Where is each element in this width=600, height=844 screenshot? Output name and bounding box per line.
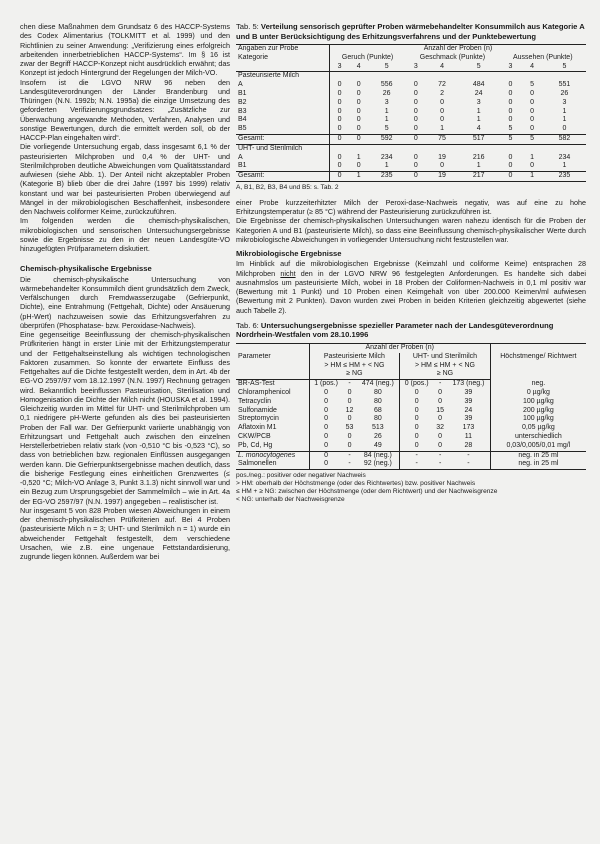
table-row — [236, 125, 586, 134]
table-cell-value: 0 — [438, 432, 443, 440]
table-cell-value: 0 — [329, 99, 349, 108]
table-row — [236, 172, 586, 182]
table-cell-value: 234 — [558, 153, 571, 161]
table-cell-value: 474 (neg.) — [361, 380, 394, 388]
table-cell-value: - — [438, 451, 442, 459]
table-cell-value: 0 — [440, 116, 444, 124]
table-cell-value: 0 — [413, 125, 418, 133]
table-cell-category: B1 — [238, 89, 247, 97]
points: 4 — [521, 63, 543, 72]
table-cell-value: 0 — [356, 162, 361, 170]
table-cell-value: 0 — [309, 424, 342, 433]
table-cell-value: 1 — [521, 172, 543, 182]
table-cell-value: 0 — [530, 98, 534, 106]
table-cell-value: 72 — [438, 81, 446, 89]
right-column — [236, 22, 586, 504]
table-cell-value: 0 — [329, 172, 349, 182]
table-row — [236, 433, 586, 442]
table-cell-value: - — [400, 460, 433, 469]
table-cell-value: 11 — [464, 432, 473, 440]
table-cell-value: 0 — [356, 125, 361, 133]
table-cell-value: 234 — [380, 153, 393, 161]
points: 5 — [368, 63, 405, 72]
table-row — [236, 460, 586, 469]
table-cell-value: 80 — [373, 415, 382, 423]
table-row — [236, 154, 586, 163]
table-cell-parameter: Streptomycin — [238, 415, 279, 423]
table-cell-value: 0 — [413, 116, 418, 124]
table-cell-value: 0 — [343, 442, 357, 451]
table-cell-value: 5 — [521, 134, 543, 144]
table-row — [236, 398, 586, 407]
table-cell-value: 217 — [458, 172, 500, 182]
table-cell-value: 0 — [438, 397, 443, 405]
table-cell-value: 0 — [508, 116, 513, 124]
left-column — [20, 22, 230, 561]
table-cell-value: 1 — [440, 125, 444, 133]
table-cell-value: 0 — [400, 398, 433, 407]
table-row — [236, 389, 586, 398]
table-cell-value: 0 — [309, 460, 342, 469]
table-cell-value: 556 — [380, 81, 393, 89]
table-cell-value: 15 — [436, 406, 445, 414]
table-cell-value: 0 — [329, 162, 349, 171]
table-cell-value: 26 — [382, 89, 391, 97]
table-cell-value: - — [348, 380, 351, 388]
table-cell-value: 0 — [309, 389, 342, 398]
table-cell-parameter: Aflatoxin M1 — [238, 424, 277, 432]
table-section-label: UHT- und Sterilmilch — [236, 144, 329, 153]
table-cell-value: 0 — [329, 125, 349, 134]
table-cell-value: 582 — [543, 134, 586, 144]
table5-head-probe: Angaben zur Probe — [236, 45, 329, 54]
table-cell-value: 3 — [384, 98, 389, 106]
table-cell-value: 1 — [356, 153, 361, 161]
table-cell-value: 0 — [562, 125, 567, 133]
table-cell-value: 1 — [530, 153, 534, 161]
table-row — [236, 81, 586, 90]
table-cell-value: 0 — [530, 116, 534, 124]
table-cell-value: 0 — [356, 107, 361, 115]
table-cell-value: - — [467, 451, 470, 459]
table-cell-value: 0 — [440, 98, 444, 106]
paragraph: einer Probe kurzzeiterhitzter Milch der Peroxi-dase-Nachweis negativ, was auf eine zu hohe Erhitzungstemperatur (≥ 85 °C) während der Pasteurisierung zurückzuführen ist. — [236, 197, 586, 217]
table-cell-parameter: Sulfonamide — [238, 406, 277, 414]
table-section-row — [236, 72, 586, 81]
points: 3 — [500, 63, 522, 72]
table-cell-value: 592 — [368, 134, 405, 144]
table-cell-category: B3 — [238, 107, 247, 115]
table-cell-value: 49 — [357, 442, 400, 451]
table-row — [236, 134, 586, 144]
table-cell-max: 0,03/0,005/0,01 mg/l — [490, 442, 586, 451]
table-row — [236, 415, 586, 424]
table-cell-value: 216 — [472, 153, 485, 161]
table5-group-geruch: Geruch (Punkte) — [329, 54, 405, 63]
table-cell-value: 0 — [309, 415, 342, 424]
table6-sub-uht: > HM ≤ HM + < NG — [400, 362, 491, 371]
table-cell-value: 0 — [440, 107, 444, 115]
table-cell-value: 0 — [405, 172, 426, 182]
table-cell-value: 0 — [400, 389, 433, 398]
table-cell-value: 0 — [413, 162, 418, 170]
table5-title: Tab. 5: Verteilung sensorisch geprüfter Proben wärmebehandelter Konsummilch aus Kategorie A und B unter Berücksichtigung des Erhitzungsverfahrens und der Punktebewertung — [236, 22, 585, 41]
table-cell-max: unterschiedlich — [490, 433, 586, 442]
table5 — [236, 44, 586, 182]
paragraph: Insofern ist die LGVO NRW 96 neben den Landesgüteverordnungen der Länder Brandenburg und Thüringen (N.N. 1992b; N.N. 1995a) die einzige Umsetzung des geforderten Verifizierungsgrundsatzes: „Zusätzliche zur Überwachung angewandte Methoden, Verfahren, Analysen und sonstige Bewertungen, durch die ermittelt werden soll, ob der HACCP-Plan eingehalten wird“. — [20, 77, 230, 142]
table-cell-value: 0 — [508, 162, 513, 170]
table-cell-value: 1 — [562, 162, 567, 170]
table-cell-max: 0,05 µg/kg — [490, 424, 586, 433]
table-cell-value: 1 — [476, 162, 481, 170]
table-cell-value: 4 — [476, 125, 481, 133]
table-cell-value: 92 (neg.) — [357, 460, 400, 469]
table-section-fill — [329, 144, 586, 153]
table-cell-value: 0 — [329, 134, 349, 144]
table-cell-value: 0 — [530, 125, 534, 133]
table-cell-parameter: L. monocytogenes — [238, 451, 296, 459]
section-heading-micro: Mikrobiologische Ergebnisse — [236, 249, 342, 259]
table-cell-value: 0 — [309, 407, 342, 416]
table-cell-value: 0 — [309, 398, 342, 407]
table-cell-value: 0 — [309, 442, 342, 451]
table-row — [236, 116, 586, 125]
table-cell-value: 0 — [329, 116, 349, 125]
table-cell-value: 513 — [372, 424, 384, 432]
table6-head-max: Höchstmenge/ Richtwert — [490, 353, 586, 380]
table5-footnote: A, B1, B2, B3, B4 und B5: s. Tab. 2 — [236, 183, 339, 191]
table-cell-value: 0 — [356, 116, 361, 124]
table-cell-value: 0 — [400, 424, 433, 433]
table-cell-value: 0 — [309, 433, 342, 442]
points: 4 — [426, 63, 457, 72]
table-cell-value: 3 — [476, 98, 481, 106]
table-cell-value: - — [447, 460, 490, 469]
table6-head-param: Parameter — [238, 352, 271, 360]
table-cell-value: 1 — [562, 107, 567, 115]
table5-head-count: Anzahl der Proben (n) — [329, 45, 586, 54]
table6-head-past: Pasteurisierte Milch — [309, 353, 400, 362]
table-cell-category: B2 — [238, 98, 247, 106]
points: 3 — [329, 63, 349, 72]
paragraph: chen diese Maßnahmen dem Grundsatz 6 des HACCP-Systems des Codex Alimentarius (TOLKMITT et al. 1999) und den Richtlinien zu seiner Anwendung: „Verifizierung eines erfolgreich arbeitenden innerbetrieblichen HACCP-Systems“. Im § 16 ist zwar der Begriff HACCP-Konzept nicht ausdrücklich erwähnt; das Konzept ist jedoch Hintergrund der Regelungen der Milch-VO. — [20, 22, 230, 78]
table-cell-value: 0 — [329, 90, 349, 99]
table-cell-value: 0 — [508, 107, 513, 115]
table-cell-value: 24 — [474, 89, 483, 97]
table-cell-value: 0 — [433, 442, 447, 451]
table-cell-value: 0 — [309, 451, 342, 460]
table-cell-value: 0 — [400, 415, 433, 424]
table-cell-value: 5 — [500, 134, 522, 144]
table-cell-value: 0 — [400, 433, 433, 442]
table-cell-value: 24 — [464, 406, 473, 414]
table6-footnotes — [236, 472, 586, 504]
table-cell-value: 517 — [458, 134, 500, 144]
table-cell-value: 0 — [356, 89, 361, 97]
table-cell-value: 235 — [543, 172, 586, 182]
table-cell-category: A — [238, 81, 243, 89]
table-cell-value: 173 (neg.) — [452, 380, 485, 388]
table-row — [236, 380, 586, 389]
paragraph: Die Ergebnisse der chemisch-physikalischen Untersuchungen waren nahezu identisch für die Proben der Kategorien A und B1 (pasteurisierte Milch), so dass eine Beeinflussung chemisch-physikalischer Werte durch mikrobiologische Abweichungen in vorliegender Untersuchung nicht festzustellen war. — [236, 216, 586, 244]
table-cell-max: neg. in 25 ml — [490, 460, 586, 469]
table-row — [236, 451, 586, 460]
table-cell-value: 1 — [384, 107, 389, 115]
paragraph: Im Hinblick auf die mikrobiologischen Ergebnisse (Keimzahl und coliforme Keime) entsprachen 28 Milchproben nicht den in der LGVO NRW 96 festgelegten Anforderungen. Es handelte sich dabei ausnahmslos um pasteurisierte Milch, wobei in 18 Proben der Coliformen-Nachweis in 0,1 ml positiv war (Bewertung mit 1 Punkt) und 10 Proben einen Keimgehalt von über 200.000 Keimen/ml aufwiesen (Bewertung mit 2 Punkten). Davon wurden zwei Proben in beiden Kriterien gleichzeitig abgewertet (siehe auch Tabelle 2). — [236, 259, 586, 315]
table-row — [236, 108, 586, 117]
table-section-row — [236, 144, 586, 153]
table-cell-value: 19 — [438, 153, 446, 161]
table6-sub-past: > HM ≤ HM + < NG — [309, 362, 400, 371]
paragraph: Die chemisch-physikalische Untersuchung von wärmebehandelter Konsummilch dient grundsätzlich dem Zweck, Verfälschungen durch Fremdwasserzugabe (Gefrierpunkt, Dichte), eine Entrahmung (Fettgehalt, Dichte) oder Ansäuerung (pH-Wert) nachzuweisen sowie das Erhitzungsverfahren zu überprüfen (Phosphatase- bzw. Peroxidase-Nachweis). — [20, 274, 230, 330]
table-cell-value: 26 — [560, 89, 569, 97]
table-cell-value: 484 — [472, 81, 485, 89]
table-row — [236, 424, 586, 433]
paragraph: Eine gegenseitige Beeinflussung der chemisch-physikalischen Prüfkriterien hängt in erster Linie mit der Erhitzungstemperatur und der Fettgehaltseinstellung als wichtigen technologischen Faktoren zusammen. So konnte der erwartete Einfluss des Fettgehaltes auf die Dichte festgestellt werden, dem in Art. 4b der EG-VO 2597/97 vom 18.12.1997 (N.N. 1997) Rechnung getragen wird. Bekanntlich beeinflussen Pasteurisation, Sterilisation und Homogenisation die Dichte der Milch nicht (HOUSKA et al. 1994). Gleichzeitig wurden im Mittel für UHT- und Sterilmilchproben um 0,1 niedrigere pH-Werte gefunden als dies bei pasteurisierten Proben der Fall war. Der Gefrierpunkt variierte unabhängig von Erhitzungsart und Fettgehalt auch zwischen den einzelnen Herstellerbetrieben relativ stark (von -0,510 °C bis -0,523 °C), so dass von betrieblichen bzw. regionalen Einflüssen ausgegangen werden kann. Die Gefrierpunktsergebnisse machen deutlich, dass die bisherige Festlegung eines einheitlichen Grenzwertes (≤ -0,520 °C; Milch-VO Anlage 3, Punkt 3.1.3) nicht sinnvoll war und ein Bezug zum Ursprungsgebiet der Sammelmilch – wie in Art. 4a der EG-VO 2597/97 (N.N. 1997) angegeben – realistischer ist. — [20, 330, 230, 506]
table-cell-value: 0 — [356, 81, 361, 89]
table-cell-value: 0 — [500, 172, 522, 182]
table-cell-parameter: BR-AS-Test — [238, 380, 275, 388]
table-cell-value: 5 — [508, 125, 513, 133]
table5-group-aussehen: Aussehen (Punkte) — [513, 53, 573, 61]
paragraph: Im folgenden werden die chemisch-physikalischen, mikrobiologischen und sensorischen Untersuchungsergebnisse sowie die Ergebnisse zu den in der neuen Landesgüte-VO hinzugefügten Prüfparametern diskutiert. — [20, 216, 230, 253]
table-cell-category: Gesamt: — [236, 172, 329, 182]
table-cell-value: 75 — [426, 134, 457, 144]
table-cell-value: 39 — [464, 415, 473, 423]
table-cell-value: 0 — [508, 81, 513, 89]
table-cell-value: - — [438, 380, 442, 388]
footnote-line: ≤ HM + ≥ NG: zwischen der Höchstmenge (oder dem Richtwert) und der Nachweisgrenze — [236, 488, 498, 496]
table-cell-value: 0 — [440, 162, 444, 170]
points: 5 — [543, 63, 586, 72]
table-section-label: Pasteurisierte Milch — [236, 72, 329, 81]
table-cell-value: 39 — [464, 388, 473, 396]
table-cell-value: 19 — [426, 172, 457, 182]
table-cell-value: 12 — [345, 406, 354, 414]
table-cell-value: - — [348, 451, 351, 459]
table-cell-value: 0 — [329, 108, 349, 117]
table-cell-parameter: Salmonellen — [236, 460, 309, 469]
table-row — [236, 99, 586, 108]
table-cell-value: 80 — [373, 397, 382, 405]
points: 3 — [405, 63, 426, 72]
table-cell-parameter: Pb, Cd, Hg — [236, 442, 309, 451]
table-cell-value: 39 — [464, 397, 473, 405]
table-cell-value: 3 — [562, 98, 567, 106]
table-cell-value: - — [433, 460, 447, 469]
table-cell-value: 0 — [400, 407, 433, 416]
table-cell-parameter: CKW/PCB — [238, 432, 271, 440]
section-heading-chem: Chemisch-physikalische Ergebnisse — [20, 264, 152, 274]
table-cell-value: 0 — [438, 388, 443, 396]
table-cell-category: A — [238, 153, 243, 161]
table-cell-value: 0 — [413, 81, 418, 89]
table-cell-value: 0 — [438, 415, 443, 423]
table-cell-value: 0 — [329, 81, 349, 90]
table-cell-value: 0 — [347, 397, 352, 405]
table-cell-parameter: Tetracyclin — [238, 397, 272, 405]
table6-title: Tab. 6: Untersuchungsergebnisse spezieller Parameter nach der Landesgüteverordnung Nordrhein-Westfalen vom 28.10.1996 — [236, 320, 554, 340]
paragraph: Nur insgesamt 5 von 828 Proben wiesen Abweichungen in einem der chemisch-physikalischen Prüfkriterien auf. Bei 4 Proben (pasteurisierte Milch n = 3; UHT- und Sterilmilch n = 1) wurde ein abweichender Fettgehalt festgestellt, dem verschiedene Ursachen, wie z.B. eine ungenaue Fettstandardisierung, zugrunde liegen können. Außerdem war bei — [20, 505, 230, 561]
table-cell-value: 0 — [349, 134, 368, 144]
table-cell-max: neg. in 25 ml — [490, 451, 586, 460]
table-cell-value: 68 — [373, 406, 382, 414]
table-cell-value: 0 — [347, 415, 352, 423]
table-cell-value: 0 — [508, 89, 513, 97]
table-cell-parameter: Chloramphenicol — [238, 388, 291, 396]
table-cell-value: 0 — [347, 388, 352, 396]
table-cell-value: 0 — [413, 153, 418, 161]
table-cell-value: 1 — [476, 107, 481, 115]
table-cell-value: 0 — [405, 134, 426, 144]
table-cell-value: - — [343, 460, 357, 469]
table-cell-max: 200 µg/kg — [490, 407, 586, 416]
table-cell-value: 551 — [558, 81, 571, 89]
table-cell-value: 173 — [462, 424, 475, 432]
table-cell-value: 5 — [384, 125, 389, 133]
table-cell-value: 0 — [347, 432, 352, 440]
table-cell-max: 100 µg/kg — [490, 415, 586, 424]
table-cell-category: B5 — [238, 125, 247, 133]
points: 5 — [458, 63, 500, 72]
table-cell-value: 1 (pos.) — [309, 380, 342, 389]
table-cell-category: B4 — [238, 116, 247, 124]
table-cell-value: 0 (pos.) — [400, 380, 433, 389]
table-cell-value: 53 — [345, 424, 354, 432]
right-text — [236, 198, 586, 315]
table-section-fill — [329, 72, 586, 81]
table-cell-value: 1 — [476, 116, 481, 124]
footnote-line: pos./neg.: positiver oder negativer Nachweis — [236, 472, 366, 480]
table-row — [236, 407, 586, 416]
table-cell-value: 2 — [440, 89, 444, 97]
table5-group-geschmack: Geschmack (Punkte) — [419, 53, 486, 61]
table-cell-value: 32 — [436, 424, 445, 432]
table6-sub-past2: ≥ NG — [309, 370, 400, 379]
table-row — [236, 162, 586, 171]
table-cell-value: 26 — [373, 432, 382, 440]
table-cell-value: 0 — [356, 98, 361, 106]
table6 — [236, 343, 586, 470]
table5-head-kategorie: Kategorie — [238, 53, 268, 61]
table-cell-max: neg. — [490, 380, 586, 389]
table-cell-value: 1 — [349, 172, 368, 182]
table-cell-value: 0 — [530, 107, 534, 115]
footnote-line: > HM: oberhalb der Höchstmenge (oder des Richtwertes) bzw. positiver Nachweis — [236, 480, 476, 488]
table-cell-value: 28 — [447, 442, 490, 451]
table-cell-value: 235 — [368, 172, 405, 182]
table-cell-value: 0 — [329, 154, 349, 163]
table6-sub-uht2: ≥ NG — [400, 370, 491, 379]
table-cell-value: 0 — [413, 89, 418, 97]
paragraph: Die vorliegende Untersuchung ergab, dass insgesamt 6,1 % der pasteurisierten Milchproben und 0,4 % der UHT- und Sterilmilchproben deutliche Abweichungen vom Qualitätsstandard aufwiesen (siehe Abb. 1). Der Anteil nicht akzeptabler Proben (Kategorie B) blieb über die drei Jahre (1997 bis 1999) relativ konstant und war bei pasteurisierten Proben überwiegend auf Mängel in der mikrobiologischen Beschaffenheit, insbesondere den Nachweis coliformer Keime, zurückzuführen. — [20, 142, 230, 216]
footnote-line: < NG: unterhalb der Nachweisgrenze — [236, 496, 345, 504]
table-cell-value: - — [400, 451, 433, 460]
table-cell-value: 5 — [530, 81, 534, 89]
table-cell-value: 0 — [508, 153, 513, 161]
table-cell-max: 0 µg/kg — [490, 389, 586, 398]
table-cell-value: 1 — [384, 162, 389, 170]
table-cell-value: 0 — [413, 98, 418, 106]
table6-head-count: Anzahl der Proben (n) — [309, 343, 490, 352]
table-cell-value: 84 (neg.) — [363, 451, 392, 459]
table-row — [236, 442, 586, 451]
table-cell-max: 100 µg/kg — [490, 398, 586, 407]
points: 4 — [349, 63, 368, 72]
table-cell-category: B1 — [238, 162, 247, 170]
table-cell-value: 1 — [384, 116, 389, 124]
table-cell-value: 0 — [530, 89, 534, 97]
table-cell-value: 0 — [530, 162, 534, 170]
table-cell-value: 0 — [400, 442, 433, 451]
table-cell-value: 80 — [373, 388, 382, 396]
table-row — [236, 90, 586, 99]
table-cell-value: 1 — [562, 116, 567, 124]
table-cell-category: Gesamt: — [236, 134, 329, 144]
table-cell-value: 0 — [413, 107, 418, 115]
table-cell-value: 0 — [508, 98, 513, 106]
table6-head-uht: UHT- und Sterilmilch — [400, 353, 491, 362]
